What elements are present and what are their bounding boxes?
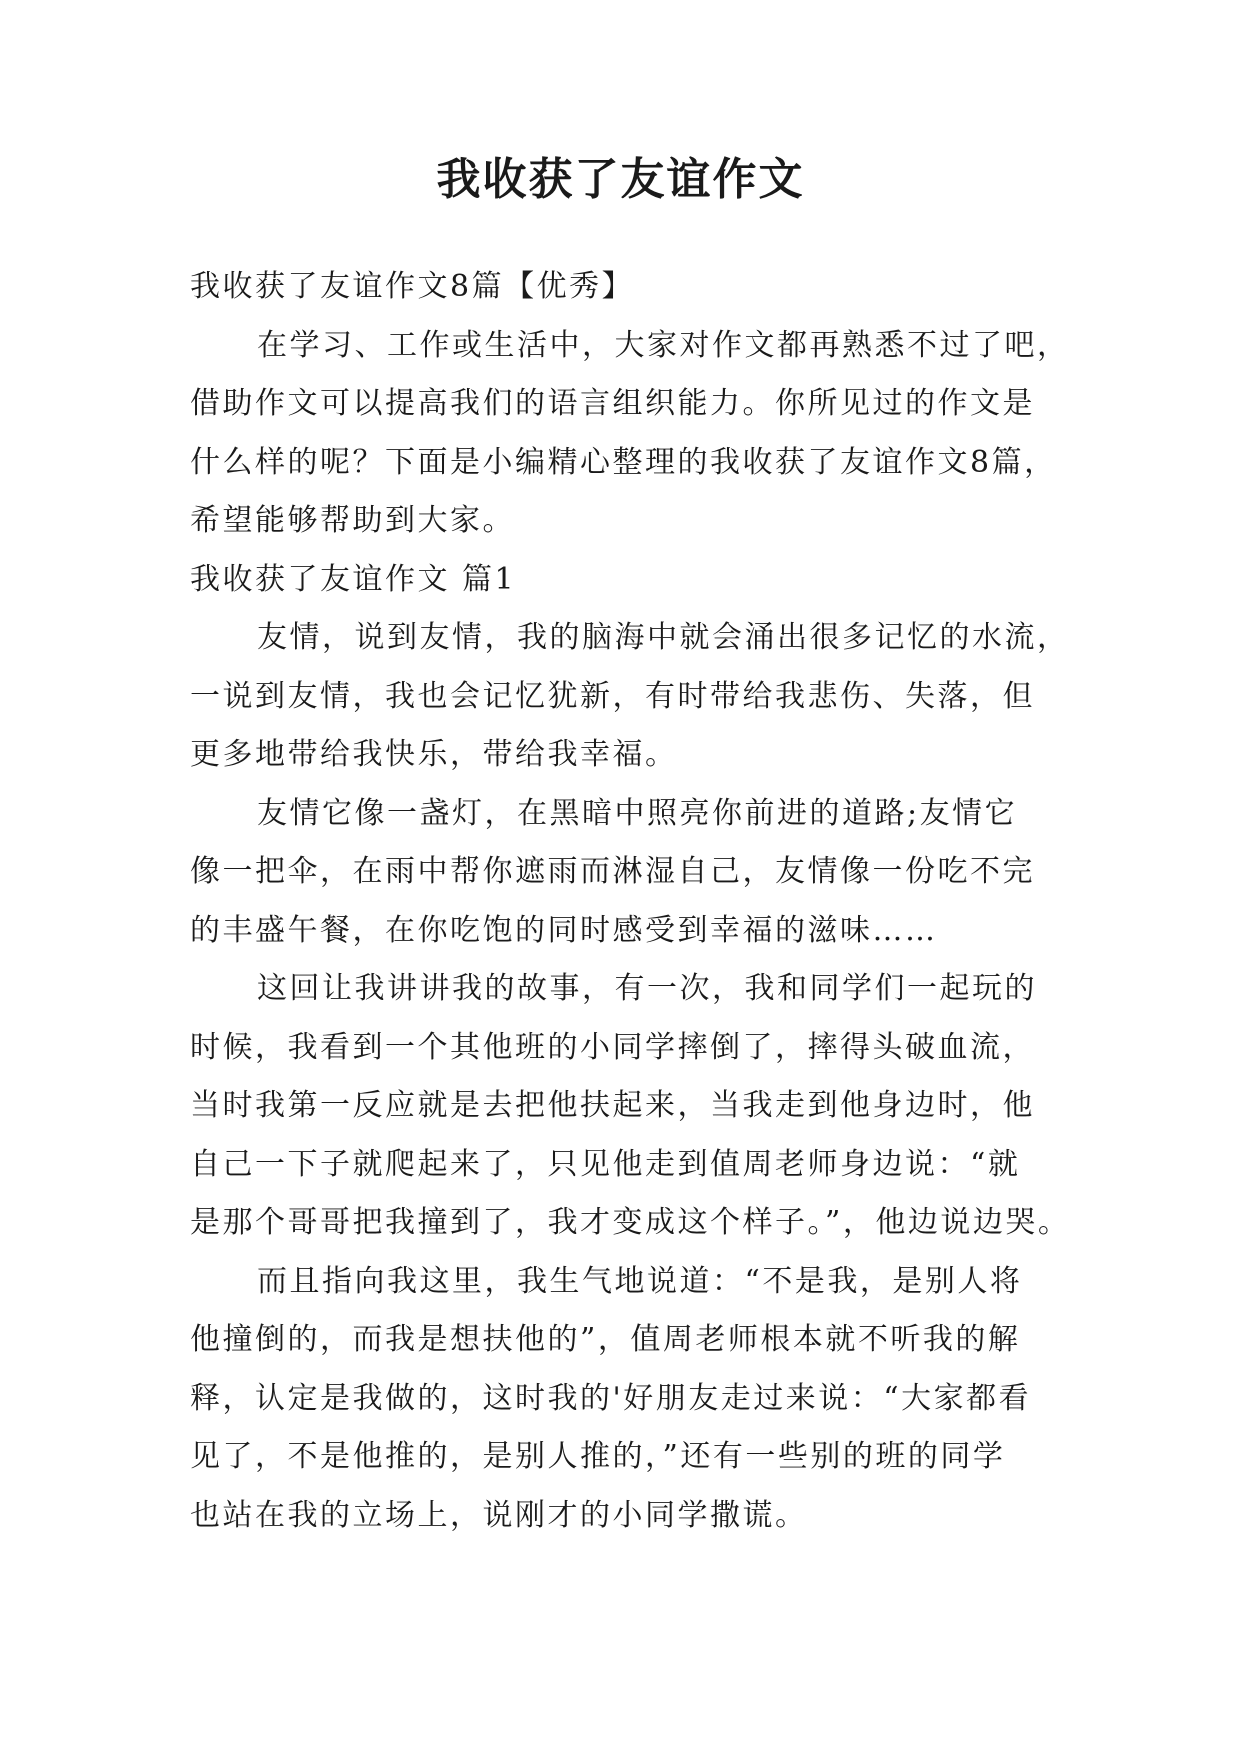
text-line: 他撞倒的，而我是想扶他的”，值周老师根本就不听我的解 xyxy=(190,1322,1021,1357)
text-line: 自己一下子就爬起来了，只见他走到值周老师身边说：“就 xyxy=(190,1146,1021,1182)
text-line: 像一把伞，在雨中帮你遮雨而淋湿自己，友情像一份吃不完 xyxy=(190,854,1035,889)
text-line: 借助作文可以提高我们的语言组织能力。你所见过的作文是 xyxy=(190,386,1035,421)
text-line: 在学习、工作或生活中，大家对作文都再熟悉不过了吧， xyxy=(257,327,1070,363)
text-line: 这回让我讲讲我的故事，有一次，我和同学们一起玩的 xyxy=(257,971,1037,1006)
document-body xyxy=(190,258,1071,1545)
text-line: 什么样的呢？下面是小编精心整理的我收获了友谊作文8篇， xyxy=(190,444,1057,480)
text-line: 见了，不是他推的，是别人推的，”还有一些别的班的同学 xyxy=(190,1439,1006,1474)
text-line: 的丰盛午餐，在你吃饱的同时感受到幸福的滋味…… xyxy=(190,912,938,948)
text-line: 而且指向我这里，我生气地说道：“不是我，是别人将 xyxy=(257,1263,1023,1299)
text-line: 我收获了友谊作文 篇1 xyxy=(190,561,517,597)
text-line: 希望能够帮助到大家。 xyxy=(190,503,515,538)
text-line: 释，认定是我做的，这时我的'好朋友走过来说：“大家都看 xyxy=(190,1380,1032,1416)
document-title: 我收获了友谊作文 xyxy=(436,154,805,205)
text-line: 友情，说到友情，我的脑海中就会涌出很多记忆的水流， xyxy=(257,620,1070,655)
text-line: 也站在我的立场上，说刚才的小同学撒谎。 xyxy=(190,1497,808,1533)
text-line: 时候，我看到一个其他班的小同学摔倒了，摔得头破血流， xyxy=(190,1029,1035,1065)
text-line: 一说到友情，我也会记忆犹新，有时带给我悲伤、失落，但 xyxy=(190,678,1035,714)
text-line: 当时我第一反应就是去把他扶起来，当我走到他身边时，他 xyxy=(190,1088,1035,1123)
text-line: 友情它像一盏灯，在黑暗中照亮你前进的道路;友情它 xyxy=(257,795,1018,831)
text-line: 更多地带给我快乐，带给我幸福。 xyxy=(190,737,678,772)
text-line: 是那个哥哥把我撞到了，我才变成这个样子。”，他边说边哭。 xyxy=(190,1205,1071,1240)
text-line: 我收获了友谊作文8篇【优秀】 xyxy=(190,269,635,304)
